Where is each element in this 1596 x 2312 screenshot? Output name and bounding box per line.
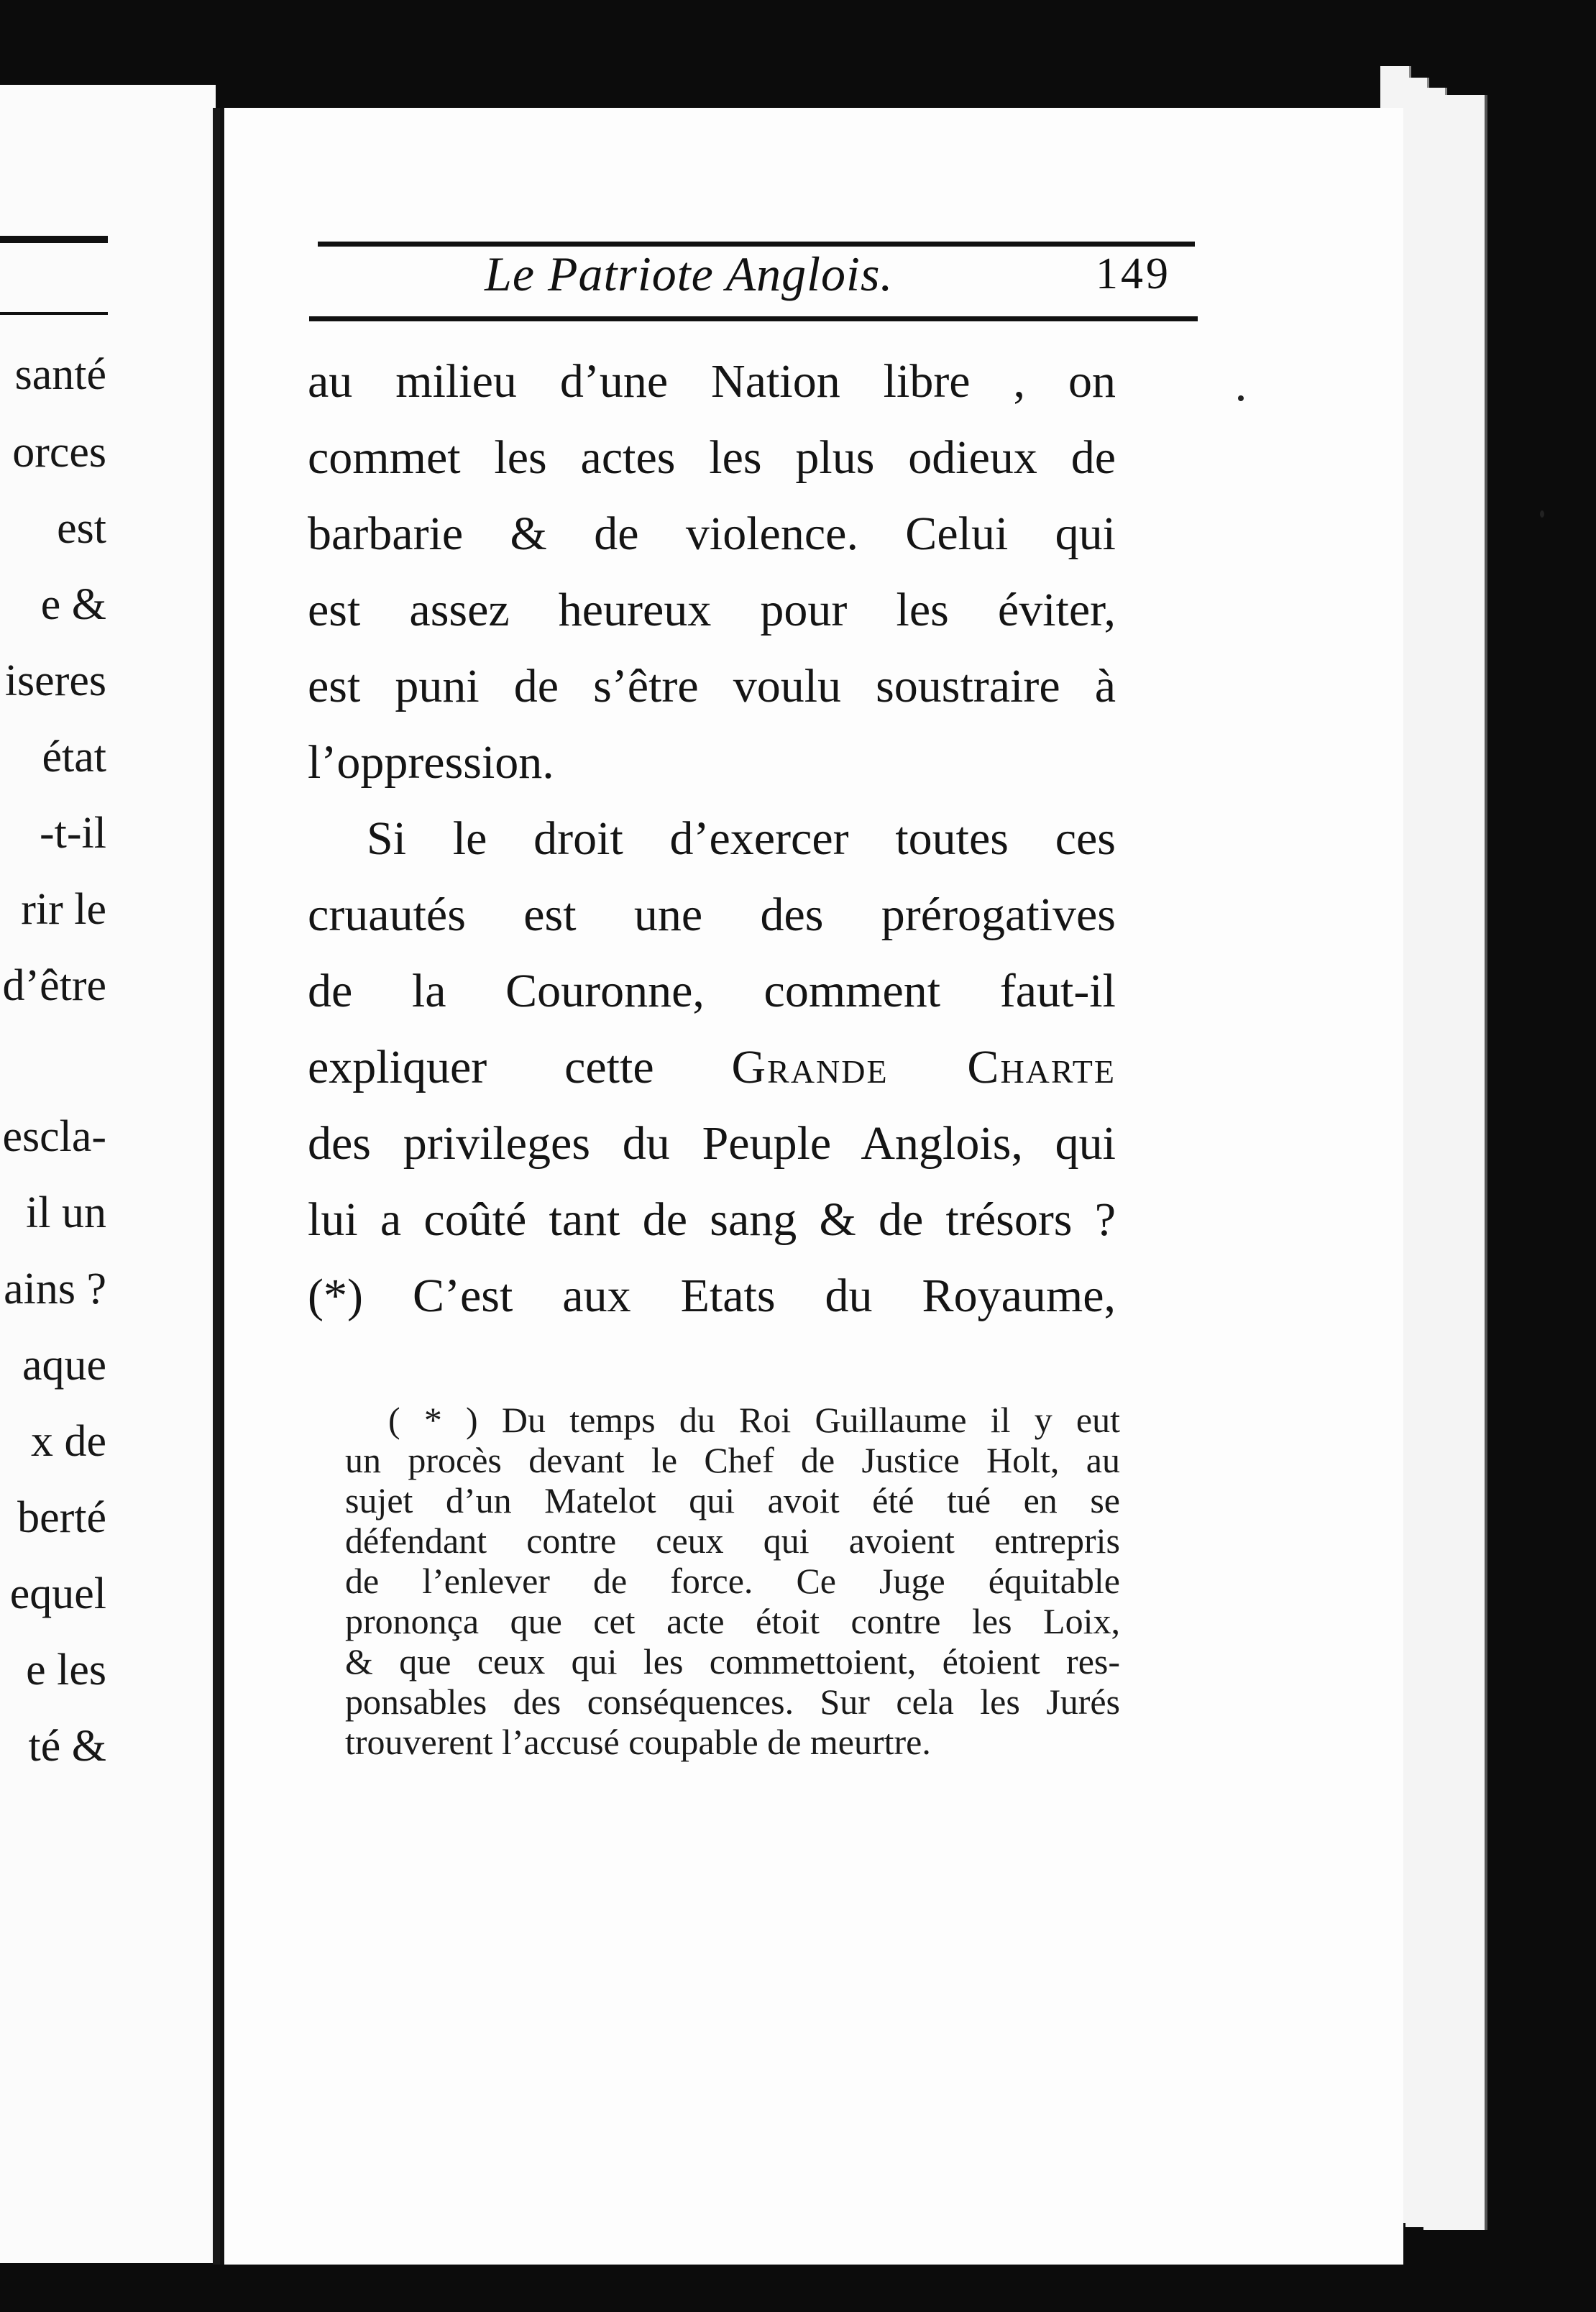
left-page-fragment: est: [57, 504, 106, 553]
left-page-fragment: aque: [22, 1341, 106, 1390]
footnote-line: trouverent l’accusé coupable de meurtre.: [345, 1722, 931, 1762]
body-text-line: cruautés est une des prérogatives: [308, 889, 1116, 941]
body-text-line: barbarie & de violence. Celui qui: [308, 508, 1116, 560]
footnote-line: de l’enlever de force. Ce Juge équitable: [345, 1561, 1120, 1601]
left-page-fragment: état: [42, 733, 106, 781]
left-page-fragment: berté: [17, 1493, 106, 1542]
left-page-fragment: escla-: [2, 1112, 106, 1161]
footnote-line: sujet d’un Matelot qui avoit été tué en se: [345, 1480, 1120, 1520]
left-page-fragment: -t-il: [40, 809, 106, 858]
left-page-fragment: orces: [12, 428, 106, 477]
dust-speck: [1540, 510, 1544, 518]
body-text-line: est puni de s’être voulu soustraire à: [308, 660, 1116, 712]
footnote-line: ponsables des conséquences. Sur cela les Jurés: [345, 1682, 1120, 1722]
left-page-rule-top: [0, 236, 108, 243]
body-text-line: de la Couronne, comment faut-il: [308, 965, 1116, 1017]
dust-speck: [1238, 395, 1244, 401]
left-page-fragment: ains ?: [4, 1265, 106, 1313]
running-head-title: Le Patriote Anglois.: [485, 247, 894, 301]
left-page-fragment: iseres: [4, 656, 106, 705]
left-page-fragment: santé: [14, 350, 106, 399]
body-text-line: (*) C’est aux Etats du Royaume,: [308, 1270, 1116, 1322]
body-text-line-grande-charte: expliquer cette Grande Charte: [308, 1041, 1116, 1093]
right-page: [220, 108, 1403, 2265]
small-caps-phrase: Grande Charte: [731, 1041, 1116, 1093]
body-text-line: des privileges du Peuple Anglois, qui: [308, 1117, 1116, 1170]
left-page-fragment: té &: [28, 1722, 106, 1771]
footnote-line: prononça que cet acte étoit contre les Loix,: [345, 1601, 1120, 1641]
body-text-line: lui a coûté tant de sang & de trésors ?: [308, 1193, 1116, 1246]
left-page-fragment: rir le: [21, 885, 106, 934]
left-page-fragment: d’être: [2, 961, 106, 1010]
page-edge: [1441, 95, 1487, 2230]
left-page-fragment: e les: [26, 1646, 106, 1694]
left-page-fragment: x de: [30, 1417, 106, 1466]
body-text-line: Si le droit d’exercer toutes ces: [367, 812, 1116, 865]
page-number: 149: [1096, 249, 1171, 298]
footnote-line: ( * ) Du temps du Roi Guillaume il y eut: [388, 1400, 1120, 1440]
body-text-line: au milieu d’une Nation libre , on: [308, 355, 1116, 408]
left-page-fragment: il un: [26, 1188, 106, 1237]
body-text-line: est assez heureux pour les éviter,: [308, 584, 1116, 636]
footnote-line: & que ceux qui les commettoient, étoient res-: [345, 1641, 1120, 1682]
left-page-rule-bottom: [0, 312, 108, 315]
header-rule-bottom: [309, 316, 1198, 321]
left-page-fragment: e &: [40, 580, 106, 629]
body-text-line: commet les actes les plus odieux de: [308, 431, 1116, 484]
footnote-line: un procès devant le Chef de Justice Holt, au: [345, 1440, 1120, 1480]
left-page: [0, 85, 216, 2263]
left-page-fragment: equel: [9, 1569, 106, 1618]
body-text-line: l’oppression.: [308, 736, 554, 789]
footnote-line: défendant contre ceux qui avoient entrepris: [345, 1520, 1120, 1561]
